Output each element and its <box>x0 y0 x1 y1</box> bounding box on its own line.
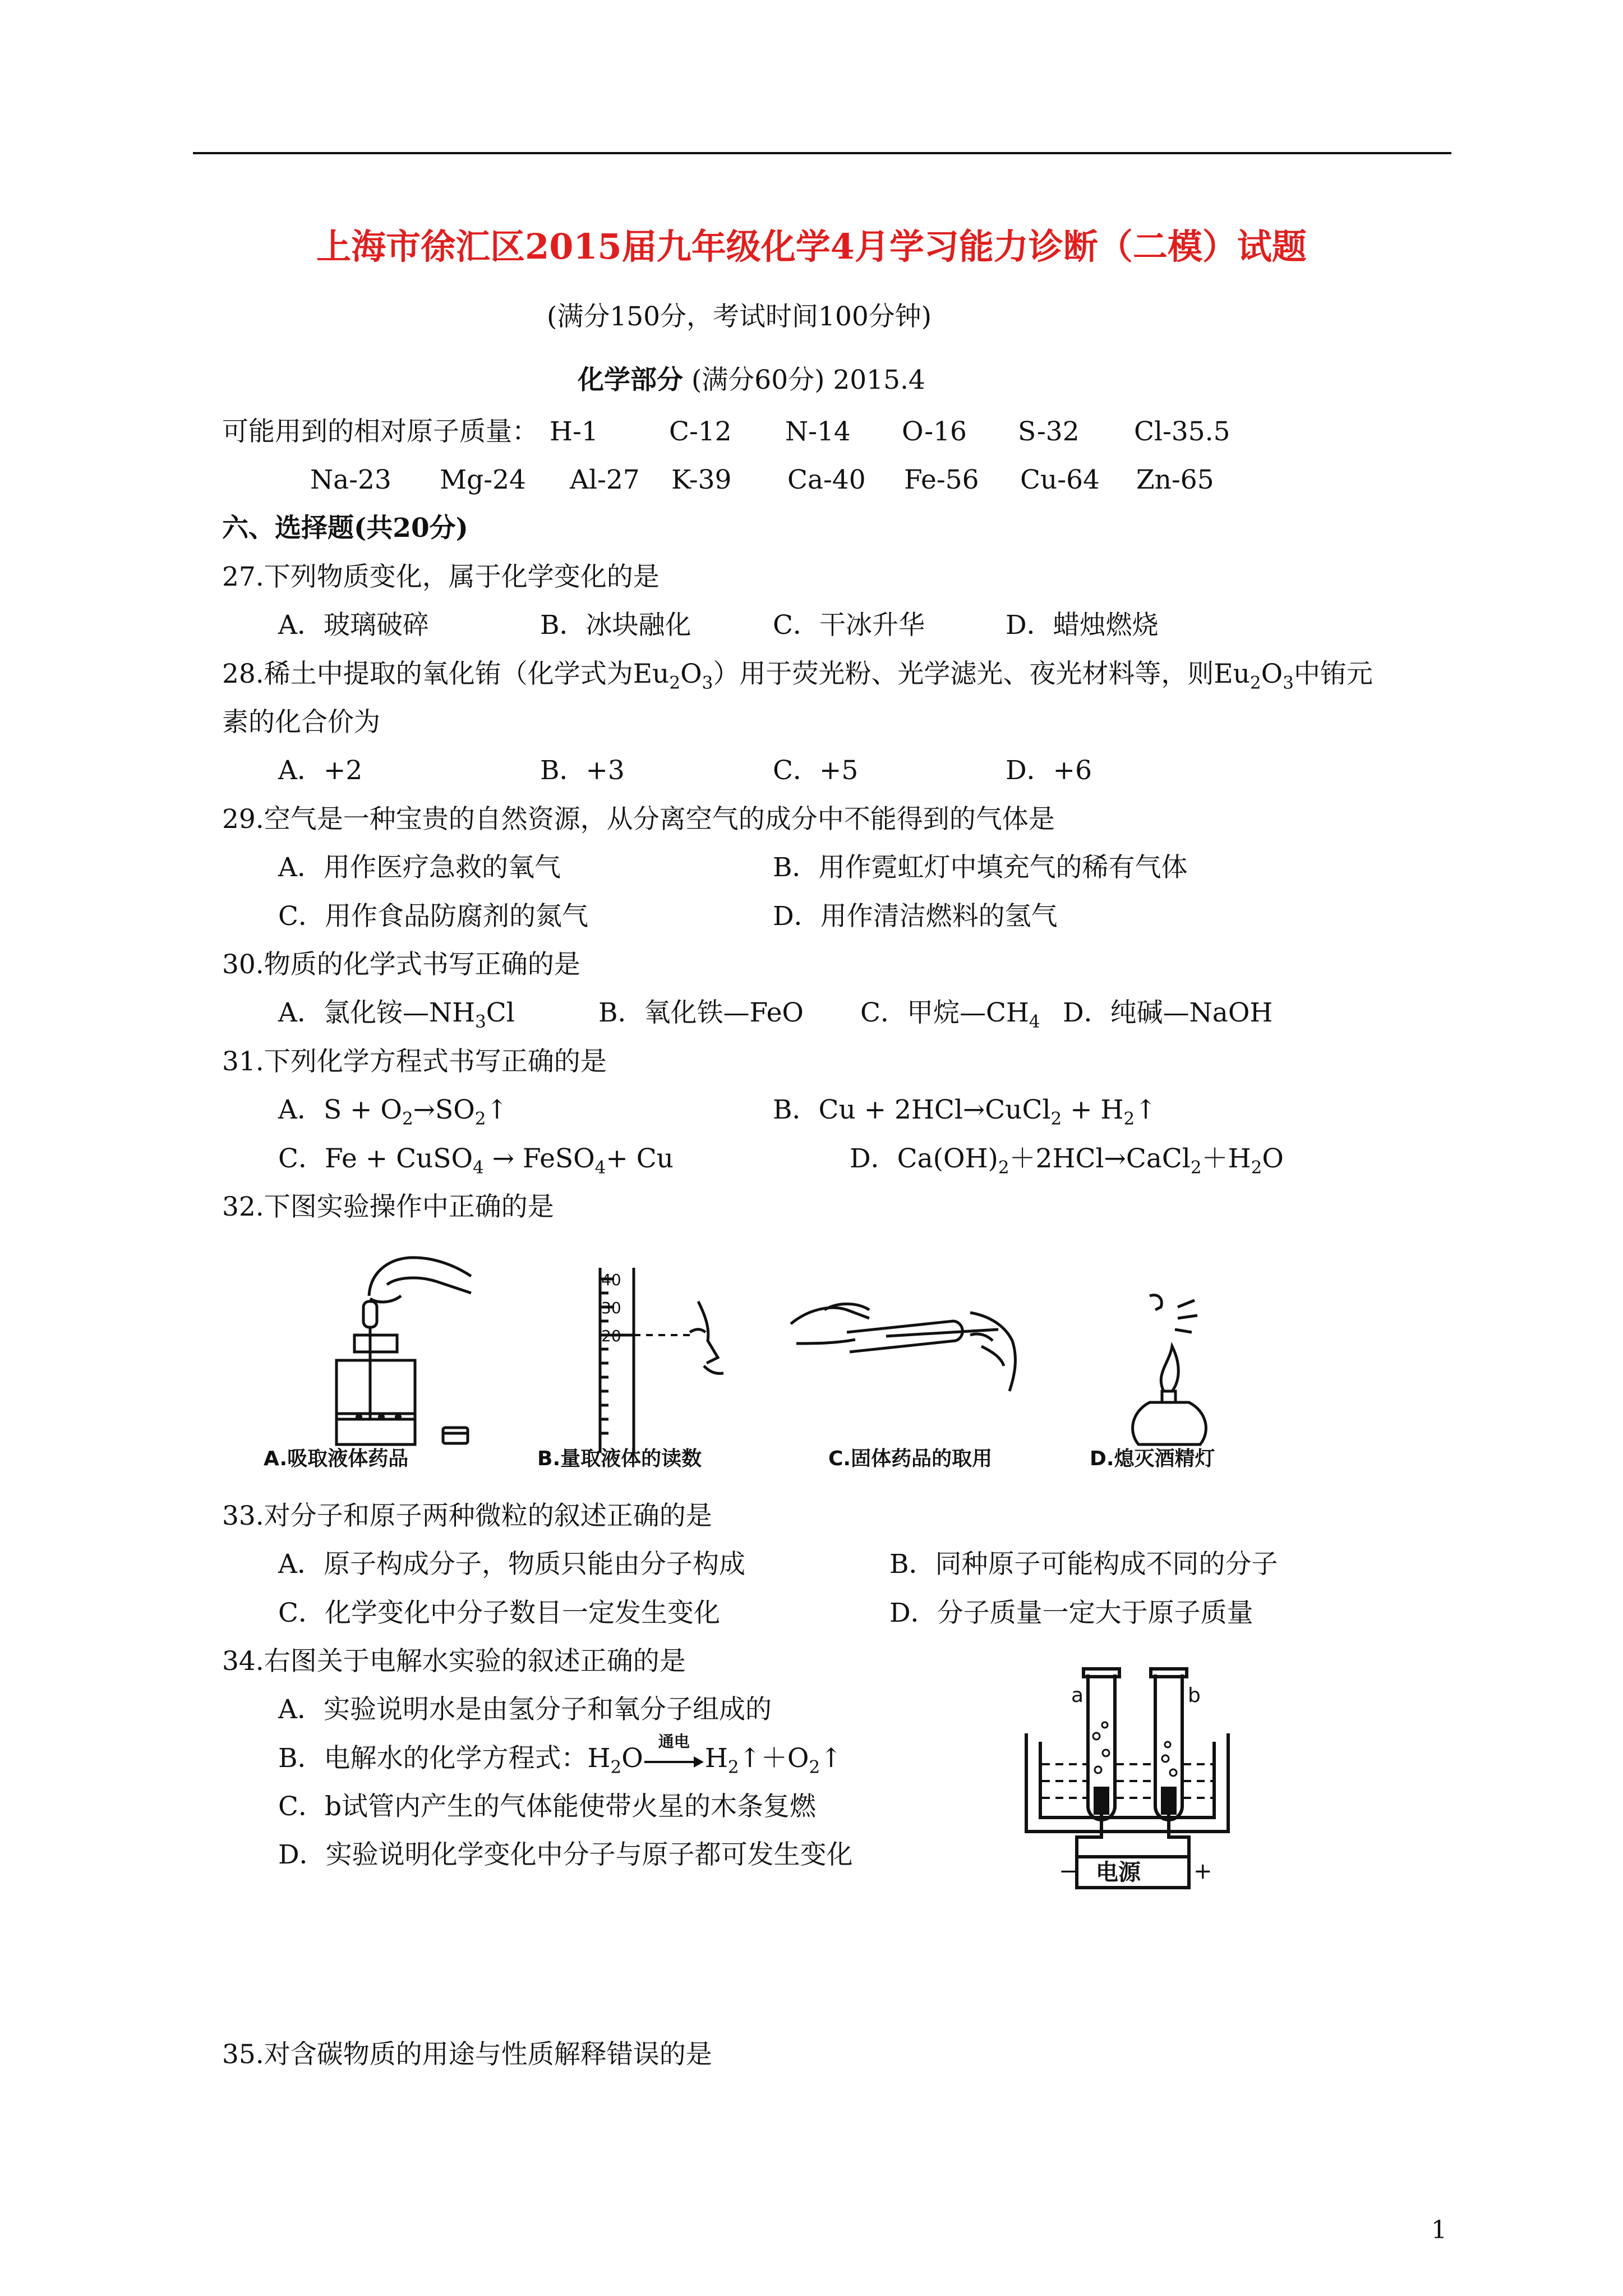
subscript: 2 <box>610 1757 622 1778</box>
option-text: ↑ <box>1135 1094 1157 1125</box>
option-34c: C．b试管内产生的气体能使带火星的木条复燃 <box>278 1791 817 1822</box>
subscript: 4 <box>473 1157 484 1178</box>
option-text: ↑ <box>486 1094 508 1125</box>
option-29d: D．用作清洁燃料的氢气 <box>773 901 1058 932</box>
question-stem-35: 35.对含碳物质的用途与性质解释错误的是 <box>222 2039 712 2070</box>
option-27c: C．干冰升华 <box>773 610 925 641</box>
question-stem-29: 29.空气是一种宝贵的自然资源，从分离空气的成分中不能得到的气体是 <box>222 804 1055 835</box>
option-text: ↑＋O <box>739 1743 809 1774</box>
subscript: 4 <box>1029 1011 1040 1032</box>
figure-caption-d: D.熄灭酒精灯 <box>1090 1447 1215 1470</box>
option-31d <box>850 1142 1284 1176</box>
subscript: 2 <box>474 1108 486 1129</box>
atomic-mass: N-14 <box>785 416 851 447</box>
tube-a-label: a <box>1071 1684 1084 1707</box>
option-text: ＋H <box>1201 1143 1251 1174</box>
reaction-arrow <box>643 1732 705 1775</box>
reaction-condition: 通电 <box>658 1732 690 1751</box>
figure-caption-c: C.固体药品的取用 <box>828 1447 993 1470</box>
option-33c: C．化学变化中分子数目一定发生变化 <box>278 1598 720 1628</box>
stem-part: O <box>1261 659 1283 689</box>
atomic-mass: C-12 <box>669 416 732 447</box>
arrow-icon <box>643 1754 705 1770</box>
option-text: O <box>621 1743 643 1774</box>
option-28a: A．+2 <box>278 755 363 786</box>
subscript: 2 <box>998 1157 1009 1178</box>
question-stem-28 <box>222 657 1373 691</box>
subscript: 3 <box>1283 673 1294 693</box>
option-text: C．甲烷—CH <box>860 997 1029 1028</box>
option-30c <box>860 996 1040 1030</box>
alcohol-lamp-figure <box>1116 1285 1217 1453</box>
option-text: + H <box>1062 1094 1124 1125</box>
subscript: 4 <box>594 1157 606 1178</box>
option-34d: D．实验说明化学变化中分子与原子都可发生变化 <box>278 1839 853 1870</box>
option-text: H <box>704 1743 728 1774</box>
option-29a: A．用作医疗急救的氧气 <box>278 852 561 883</box>
atomic-mass: Na-23 <box>310 464 391 495</box>
option-text: A．S + O <box>278 1094 402 1125</box>
option-30d: D．纯碱—NaOH <box>1063 997 1273 1028</box>
stem-part: O <box>680 659 702 689</box>
option-29b: B．用作霓虹灯中填充气的稀有气体 <box>773 852 1188 883</box>
option-text: O <box>1262 1143 1284 1174</box>
atomic-mass: Ca-40 <box>787 464 866 495</box>
part-heading: 六、选择题(共20分) <box>222 513 468 544</box>
subscript: 2 <box>809 1757 820 1778</box>
atomic-mass: Cu-64 <box>1020 464 1100 495</box>
subscript: 2 <box>1190 1157 1202 1178</box>
stem-part: 中铕元 <box>1293 659 1373 689</box>
atomic-mass: Al-27 <box>570 464 640 495</box>
atomic-mass: O-16 <box>902 416 967 447</box>
power-source-label: 电源 <box>1096 1860 1141 1885</box>
option-31c <box>278 1142 674 1176</box>
page-number: 1 <box>1431 2216 1447 2244</box>
option-text: + Cu <box>606 1143 674 1174</box>
option-28d: D．+6 <box>1006 755 1092 786</box>
option-text: → FeSO <box>483 1143 595 1174</box>
tube-b-label: b <box>1188 1684 1201 1707</box>
option-30b: B．氧化铁—FeO <box>598 997 804 1028</box>
atomic-mass: S-32 <box>1018 416 1080 447</box>
atomic-masses-lead: 可能用到的相对原子质量： <box>222 416 538 447</box>
option-30a <box>278 996 515 1030</box>
solid-reagent-figure <box>785 1290 1032 1419</box>
option-33d: D．分子质量一定大于原子质量 <box>889 1598 1253 1628</box>
option-31a <box>278 1093 508 1127</box>
option-33a: A．原子构成分子，物质只能由分子构成 <box>278 1549 745 1580</box>
section-label: 化学部分 <box>578 365 683 395</box>
option-text: B．电解水的化学方程式：H <box>278 1743 611 1774</box>
option-34a: A．实验说明水是由氢分子和氧分子组成的 <box>278 1694 772 1725</box>
question-stem-34: 34.右图关于电解水实验的叙述正确的是 <box>222 1646 686 1677</box>
question-stem-32: 32.下图实验操作中正确的是 <box>222 1191 554 1222</box>
option-27a: A．玻璃破碎 <box>278 610 429 641</box>
atomic-mass: Fe-56 <box>904 464 979 495</box>
option-text: →SO <box>413 1094 475 1125</box>
option-28c: C．+5 <box>773 755 859 786</box>
subscript: 2 <box>1123 1108 1135 1129</box>
question-stem-31: 31.下列化学方程式书写正确的是 <box>222 1046 607 1077</box>
atomic-mass: Cl-35.5 <box>1134 416 1230 447</box>
subscript: 2 <box>669 673 681 693</box>
subscript: 2 <box>1249 673 1261 693</box>
stem-part: 28.稀土中提取的氧化铕（化学式为Eu <box>222 659 670 689</box>
top-rule <box>193 152 1451 154</box>
option-text: D．Ca(OH) <box>850 1143 998 1174</box>
question-stem-27: 27.下列物质变化，属于化学变化的是 <box>222 562 660 592</box>
subscript: 2 <box>727 1757 739 1778</box>
figure-caption-a: A.吸取液体药品 <box>264 1447 409 1470</box>
dropper-bottle-figure <box>303 1251 488 1453</box>
option-text: ＋2HCl→CaCl <box>1009 1143 1191 1174</box>
atomic-mass: H-1 <box>550 416 598 447</box>
question-stem-30: 30.物质的化学式书写正确的是 <box>222 949 580 980</box>
section-header <box>578 364 925 397</box>
subscript: 2 <box>402 1108 413 1129</box>
atomic-mass: Zn-65 <box>1136 464 1214 495</box>
option-27b: B．冰块融化 <box>540 610 691 641</box>
option-text: B．Cu + 2HCl→CuCl <box>773 1094 1051 1125</box>
section-note: (满分60分) 2015.4 <box>691 365 925 395</box>
subscript: 3 <box>475 1011 486 1032</box>
option-text: C．Fe + CuSO <box>278 1143 473 1174</box>
option-31b <box>773 1093 1157 1127</box>
option-text: Cl <box>486 997 515 1028</box>
option-33b: B．同种原子可能构成不同的分子 <box>889 1549 1278 1580</box>
positive-terminal-label: + <box>1193 1858 1212 1884</box>
option-text: A．氯化铵—NH <box>278 997 476 1028</box>
option-27d: D．蜡烛燃烧 <box>1006 610 1159 641</box>
option-29c: C．用作食品防腐剂的氮气 <box>278 901 588 932</box>
scale-label-20: 20 <box>601 1327 621 1345</box>
subscript: 2 <box>1251 1157 1262 1178</box>
subtitle: (满分150分，考试时间100分钟) <box>547 301 932 332</box>
stem-part: ）用于荧光粉、光学滤光、夜光材料等，则Eu <box>713 659 1250 689</box>
question-stem-28-line2: 素的化合价为 <box>222 707 380 738</box>
negative-terminal-label: − <box>1059 1858 1078 1884</box>
subscript: 2 <box>1050 1108 1062 1129</box>
question-stem-33: 33.对分子和原子两种微粒的叙述正确的是 <box>222 1501 712 1531</box>
graduated-cylinder-figure <box>589 1268 757 1458</box>
atomic-mass: Mg-24 <box>440 464 526 495</box>
scale-label-40: 40 <box>601 1271 621 1289</box>
scale-label-30: 30 <box>601 1299 621 1317</box>
page-title: 上海市徐汇区2015届九年级化学4月学习能力诊断（二模）试题 <box>316 226 1307 267</box>
option-34b <box>278 1732 842 1778</box>
option-28b: B．+3 <box>540 755 625 786</box>
figure-caption-b: B.量取液体的读数 <box>537 1447 702 1470</box>
subscript: 3 <box>702 673 713 693</box>
atomic-mass: K-39 <box>671 464 732 495</box>
option-text: ↑ <box>820 1743 842 1774</box>
